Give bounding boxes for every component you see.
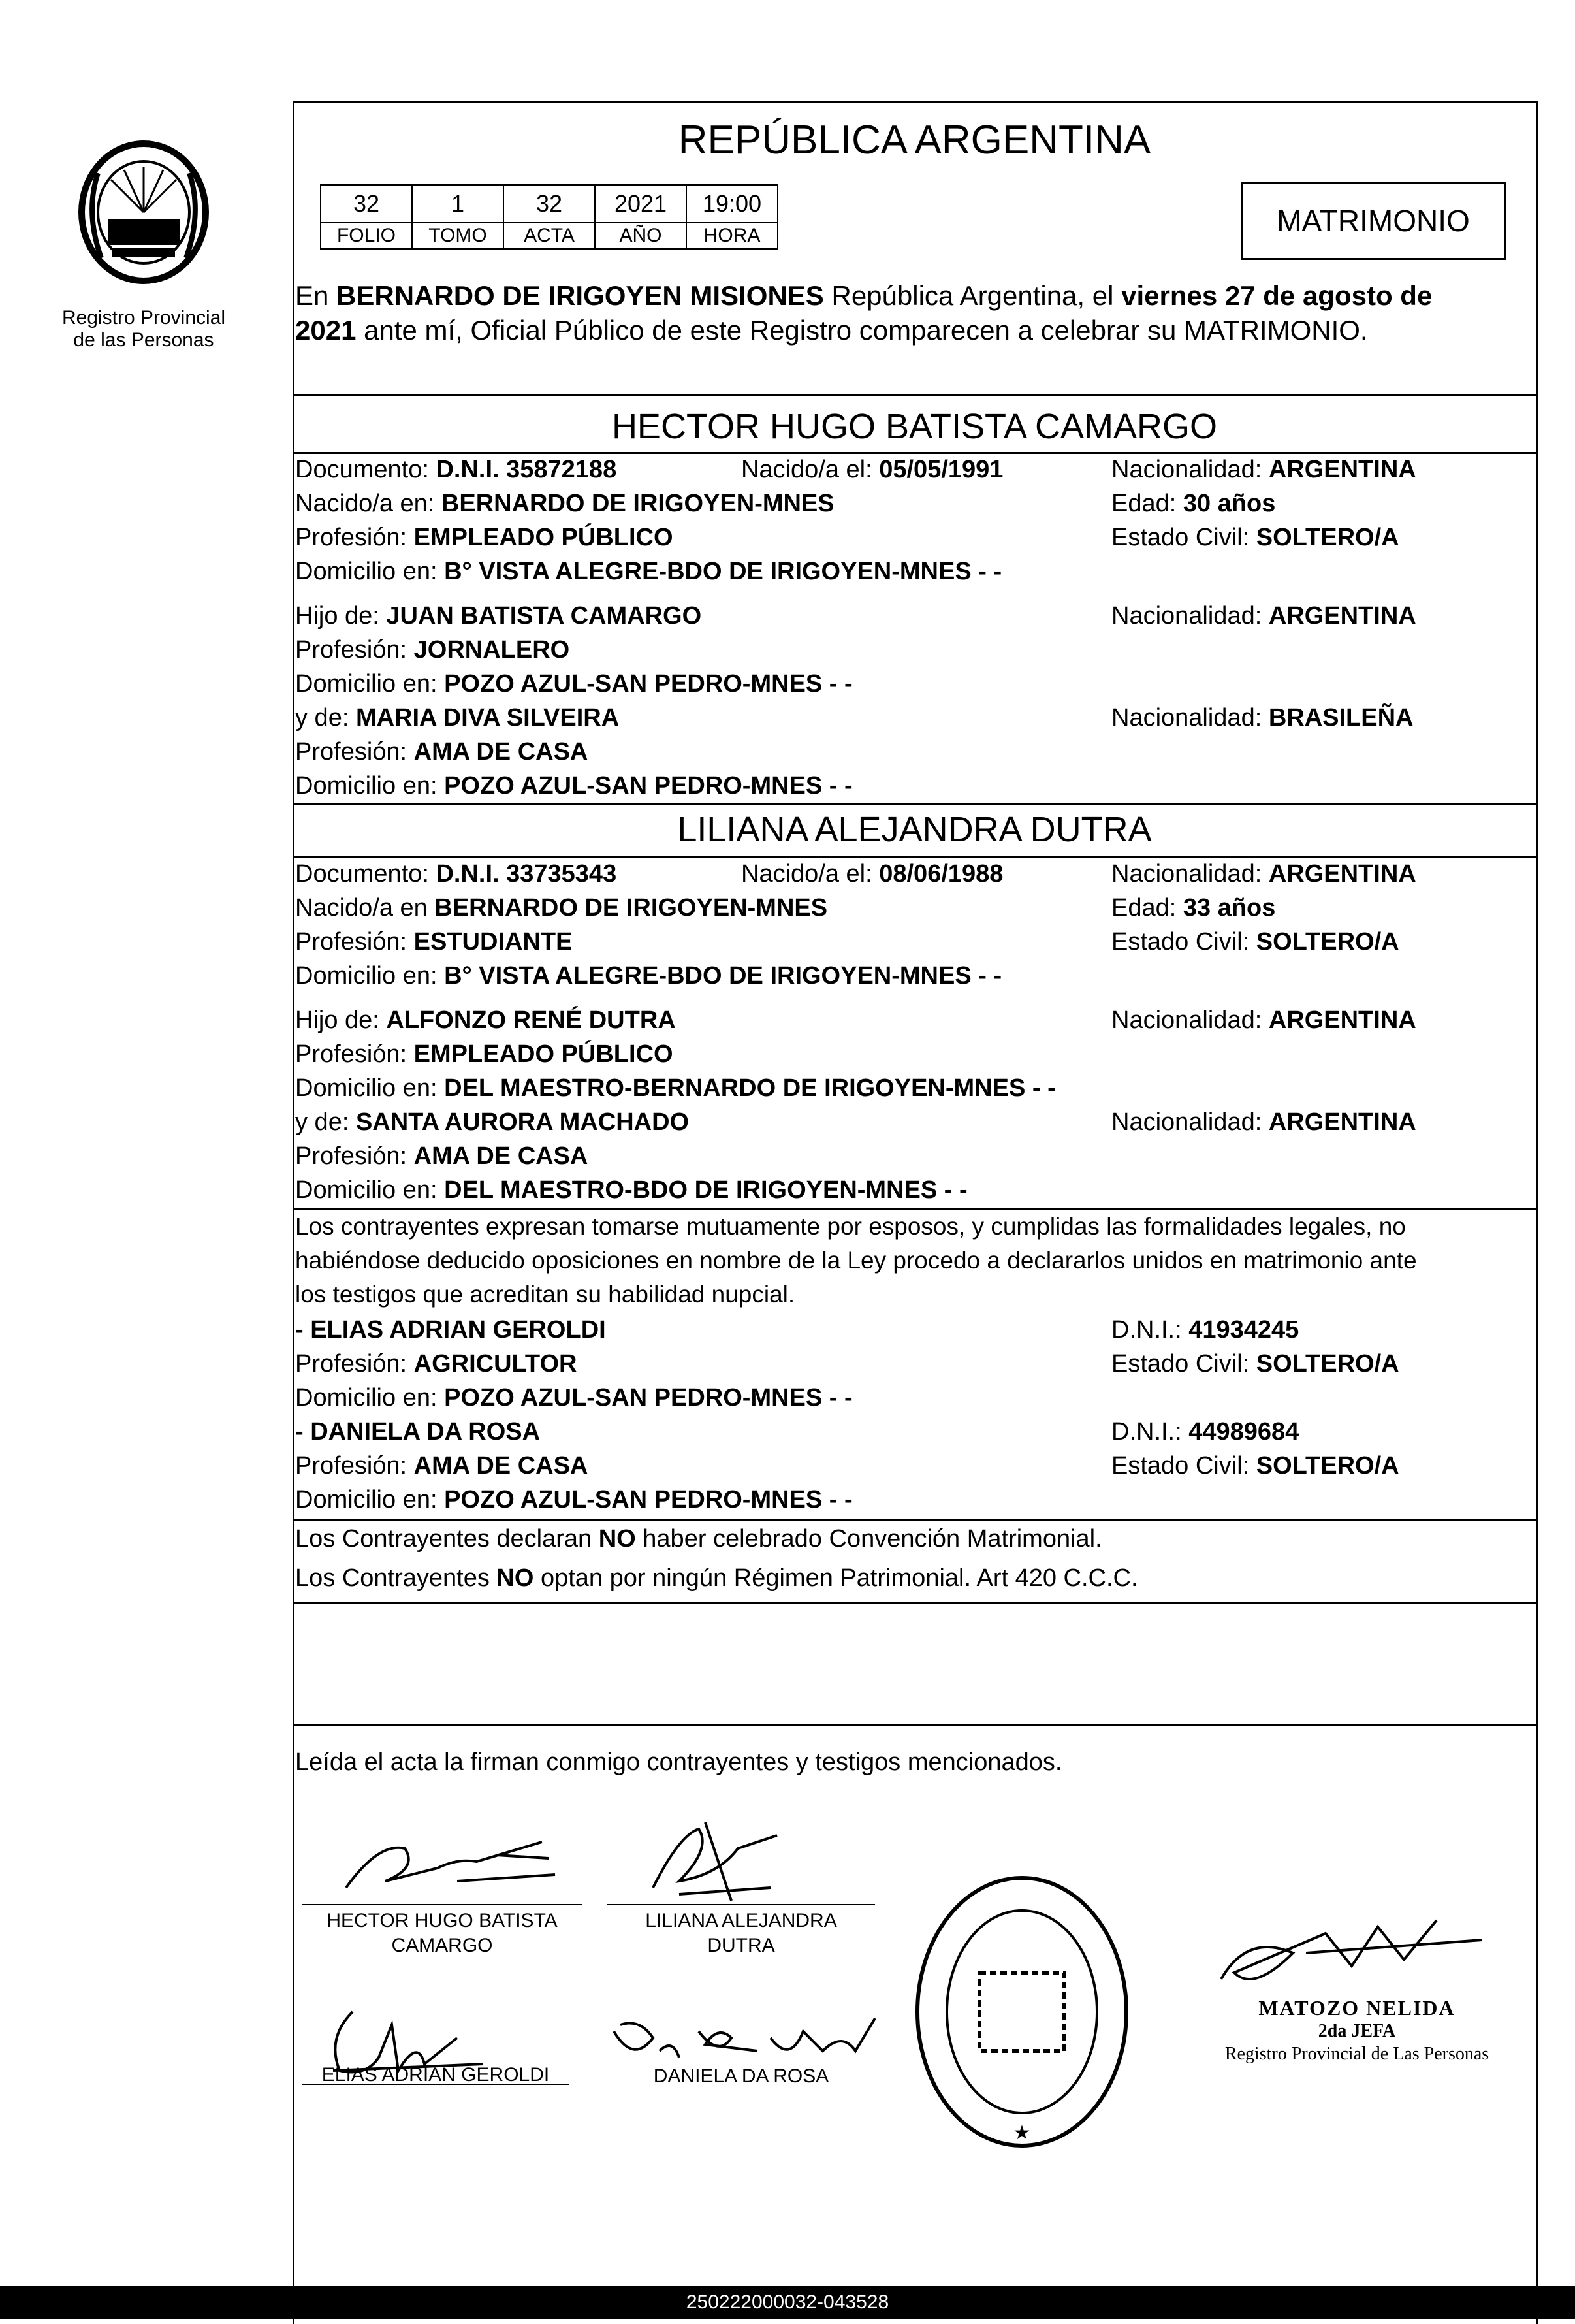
spouse1-mother: y de: MARIA DIVA SILVEIRA <box>295 704 620 732</box>
official-stamp: MATOZO NELIDA 2da JEFA Registro Provincial de Las Personas <box>1224 1996 1489 2064</box>
spouse2-nat: Nacionalidad: ARGENTINA <box>1111 860 1416 888</box>
spouse2-age: Edad: 33 años <box>1111 894 1276 922</box>
divider <box>293 394 1536 396</box>
spouse2-father: Hijo de: ALFONZO RENÉ DUTRA <box>295 1007 676 1034</box>
spouse1-father-dom: Domicilio en: POZO AZUL-SAN PEDRO-MNES - - <box>295 670 853 698</box>
folio-value: 32 <box>320 184 413 223</box>
signature-caption-liliana: LILIANA ALEJANDRA DUTRA <box>645 1910 837 1956</box>
signature-line <box>607 1904 875 1905</box>
witness2-prof: Profesión: AMA DE CASA <box>295 1452 588 1479</box>
witness2-dom: Domicilio en: POZO AZUL-SAN PEDRO-MNES - - <box>295 1486 853 1513</box>
spouse1-doc: Documento: D.N.I. 35872188 <box>295 456 617 483</box>
signature-caption-daniela: DANIELA DA ROSA <box>653 2065 829 2087</box>
spouse2-civil: Estado Civil: SOLTERO/A <box>1111 928 1399 956</box>
witness1-name: - ELIAS ADRIAN GEROLDI <box>295 1316 606 1344</box>
acta-value: 32 <box>503 184 596 223</box>
divider <box>293 1519 1536 1521</box>
country-title: REPÚBLICA ARGENTINA <box>678 118 1151 163</box>
convention-line2: Los Contrayentes NO optan por ningún Régimen Patrimonial. Art 420 C.C.C. <box>295 1564 1138 1592</box>
spouse1-name: HECTOR HUGO BATISTA CAMARGO <box>611 407 1218 446</box>
spouse2-doc: Documento: D.N.I. 33735343 <box>295 860 617 888</box>
divider <box>293 1602 1536 1604</box>
registry-seal <box>914 1875 1130 2149</box>
misiones-seal-logo <box>72 134 215 304</box>
witness2-name: - DANIELA DA ROSA <box>295 1418 541 1445</box>
spouse2-dom: Domicilio en: B° VISTA ALEGRE-BDO DE IRIGOYEN-MNES - - <box>295 962 1002 990</box>
document-id: 250222000032-043528 <box>686 2291 889 2313</box>
spouse1-mother-prof: Profesión: AMA DE CASA <box>295 738 588 766</box>
spouse2-mother: y de: SANTA AURORA MACHADO <box>295 1108 690 1136</box>
witness1-dni: D.N.I.: 41934245 <box>1111 1316 1299 1344</box>
spouse2-born: Nacido/a el: 08/06/1988 <box>741 860 1004 888</box>
acta-label: ACTA <box>503 222 596 250</box>
ano-label: AÑO <box>594 222 687 250</box>
divider <box>293 803 1536 805</box>
tomo-label: TOMO <box>411 222 504 250</box>
signature-caption-hector: HECTOR HUGO BATISTA CAMARGO <box>326 1910 558 1956</box>
spouse1-age: Edad: 30 años <box>1111 490 1276 517</box>
witness1-prof: Profesión: AGRICULTOR <box>295 1350 577 1378</box>
spouse1-mother-dom: Domicilio en: POZO AZUL-SAN PEDRO-MNES - - <box>295 772 853 799</box>
spouse2-name: LILIANA ALEJANDRA DUTRA <box>677 810 1152 849</box>
divider <box>293 1724 1536 1726</box>
svg-text:★: ★ <box>1013 2122 1031 2144</box>
spouse1-prof: Profesión: EMPLEADO PÚBLICO <box>295 524 673 551</box>
hora-label: HORA <box>686 222 778 250</box>
intro-line1: En BERNARDO DE IRIGOYEN MISIONES República Argentina, el viernes 27 de agosto de <box>295 280 1433 311</box>
declaration-line1: Los contrayentes expresan tomarse mutuamente por esposos, y cumplidas las formalidades legales, no <box>295 1213 1406 1240</box>
witness2-civil: Estado Civil: SOLTERO/A <box>1111 1452 1399 1479</box>
signature-caption-elias: ELIAS ADRIAN GEROLDI <box>321 2064 550 2086</box>
spouse1-nat: Nacionalidad: ARGENTINA <box>1111 456 1416 483</box>
signature-line <box>302 1904 582 1905</box>
declaration-line3: los testigos que acreditan su habilidad nupcial. <box>295 1281 795 1308</box>
spouse1-dom: Domicilio en: B° VISTA ALEGRE-BDO DE IRIGOYEN-MNES - - <box>295 558 1002 585</box>
spouse2-father-dom: Domicilio en: DEL MAESTRO-BERNARDO DE IRIGOYEN-MNES - - <box>295 1074 1056 1102</box>
spouse1-father-nat: Nacionalidad: ARGENTINA <box>1111 602 1416 630</box>
signature-hector <box>326 1822 562 1901</box>
spouse1-civil: Estado Civil: SOLTERO/A <box>1111 524 1399 551</box>
spouse2-father-prof: Profesión: EMPLEADO PÚBLICO <box>295 1041 673 1068</box>
hora-value: 19:00 <box>686 184 778 223</box>
signature-liliana <box>640 1809 790 1907</box>
spouse1-father: Hijo de: JUAN BATISTA CAMARGO <box>295 602 702 630</box>
spouse1-born: Nacido/a el: 05/05/1991 <box>741 456 1004 483</box>
spouse1-birthplace: Nacido/a en: BERNARDO DE IRIGOYEN-MNES <box>295 490 835 517</box>
witness1-civil: Estado Civil: SOLTERO/A <box>1111 1350 1399 1378</box>
intro-line2: 2021 ante mí, Oficial Público de este Registro comparecen a celebrar su MATRIMONIO. <box>295 315 1368 346</box>
spouse1-mother-nat: Nacionalidad: BRASILEÑA <box>1111 704 1414 732</box>
spouse2-mother-prof: Profesión: AMA DE CASA <box>295 1142 588 1170</box>
witness1-dom: Domicilio en: POZO AZUL-SAN PEDRO-MNES - - <box>295 1384 853 1412</box>
spouse2-father-nat: Nacionalidad: ARGENTINA <box>1111 1007 1416 1034</box>
spouse2-birthplace: Nacido/a en BERNARDO DE IRIGOYEN-MNES <box>295 894 828 922</box>
closing-text: Leída el acta la firman conmigo contrayentes y testigos mencionados. <box>295 1749 1062 1776</box>
act-type-box: MATRIMONIO <box>1241 182 1506 260</box>
folio-label: FOLIO <box>320 222 413 250</box>
logo-caption: Registro Provincial de las Personas <box>61 307 226 351</box>
spouse2-prof: Profesión: ESTUDIANTE <box>295 928 573 956</box>
ano-value: 2021 <box>594 184 687 223</box>
tomo-value: 1 <box>411 184 504 223</box>
convention-line1: Los Contrayentes declaran NO haber celebrado Convención Matrimonial. <box>295 1525 1102 1553</box>
declaration-line2: habiéndose deducido oposiciones en nombre de la Ley procedo a declararlos unidos en matrimonio ante <box>295 1247 1417 1274</box>
witness2-dni: D.N.I.: 44989684 <box>1111 1418 1299 1445</box>
spouse1-father-prof: Profesión: JORNALERO <box>295 636 570 664</box>
spouse2-mother-dom: Domicilio en: DEL MAESTRO-BDO DE IRIGOYEN-MNES - - <box>295 1176 968 1204</box>
official-signature <box>1208 1907 1495 1999</box>
spouse2-mother-nat: Nacionalidad: ARGENTINA <box>1111 1108 1416 1136</box>
